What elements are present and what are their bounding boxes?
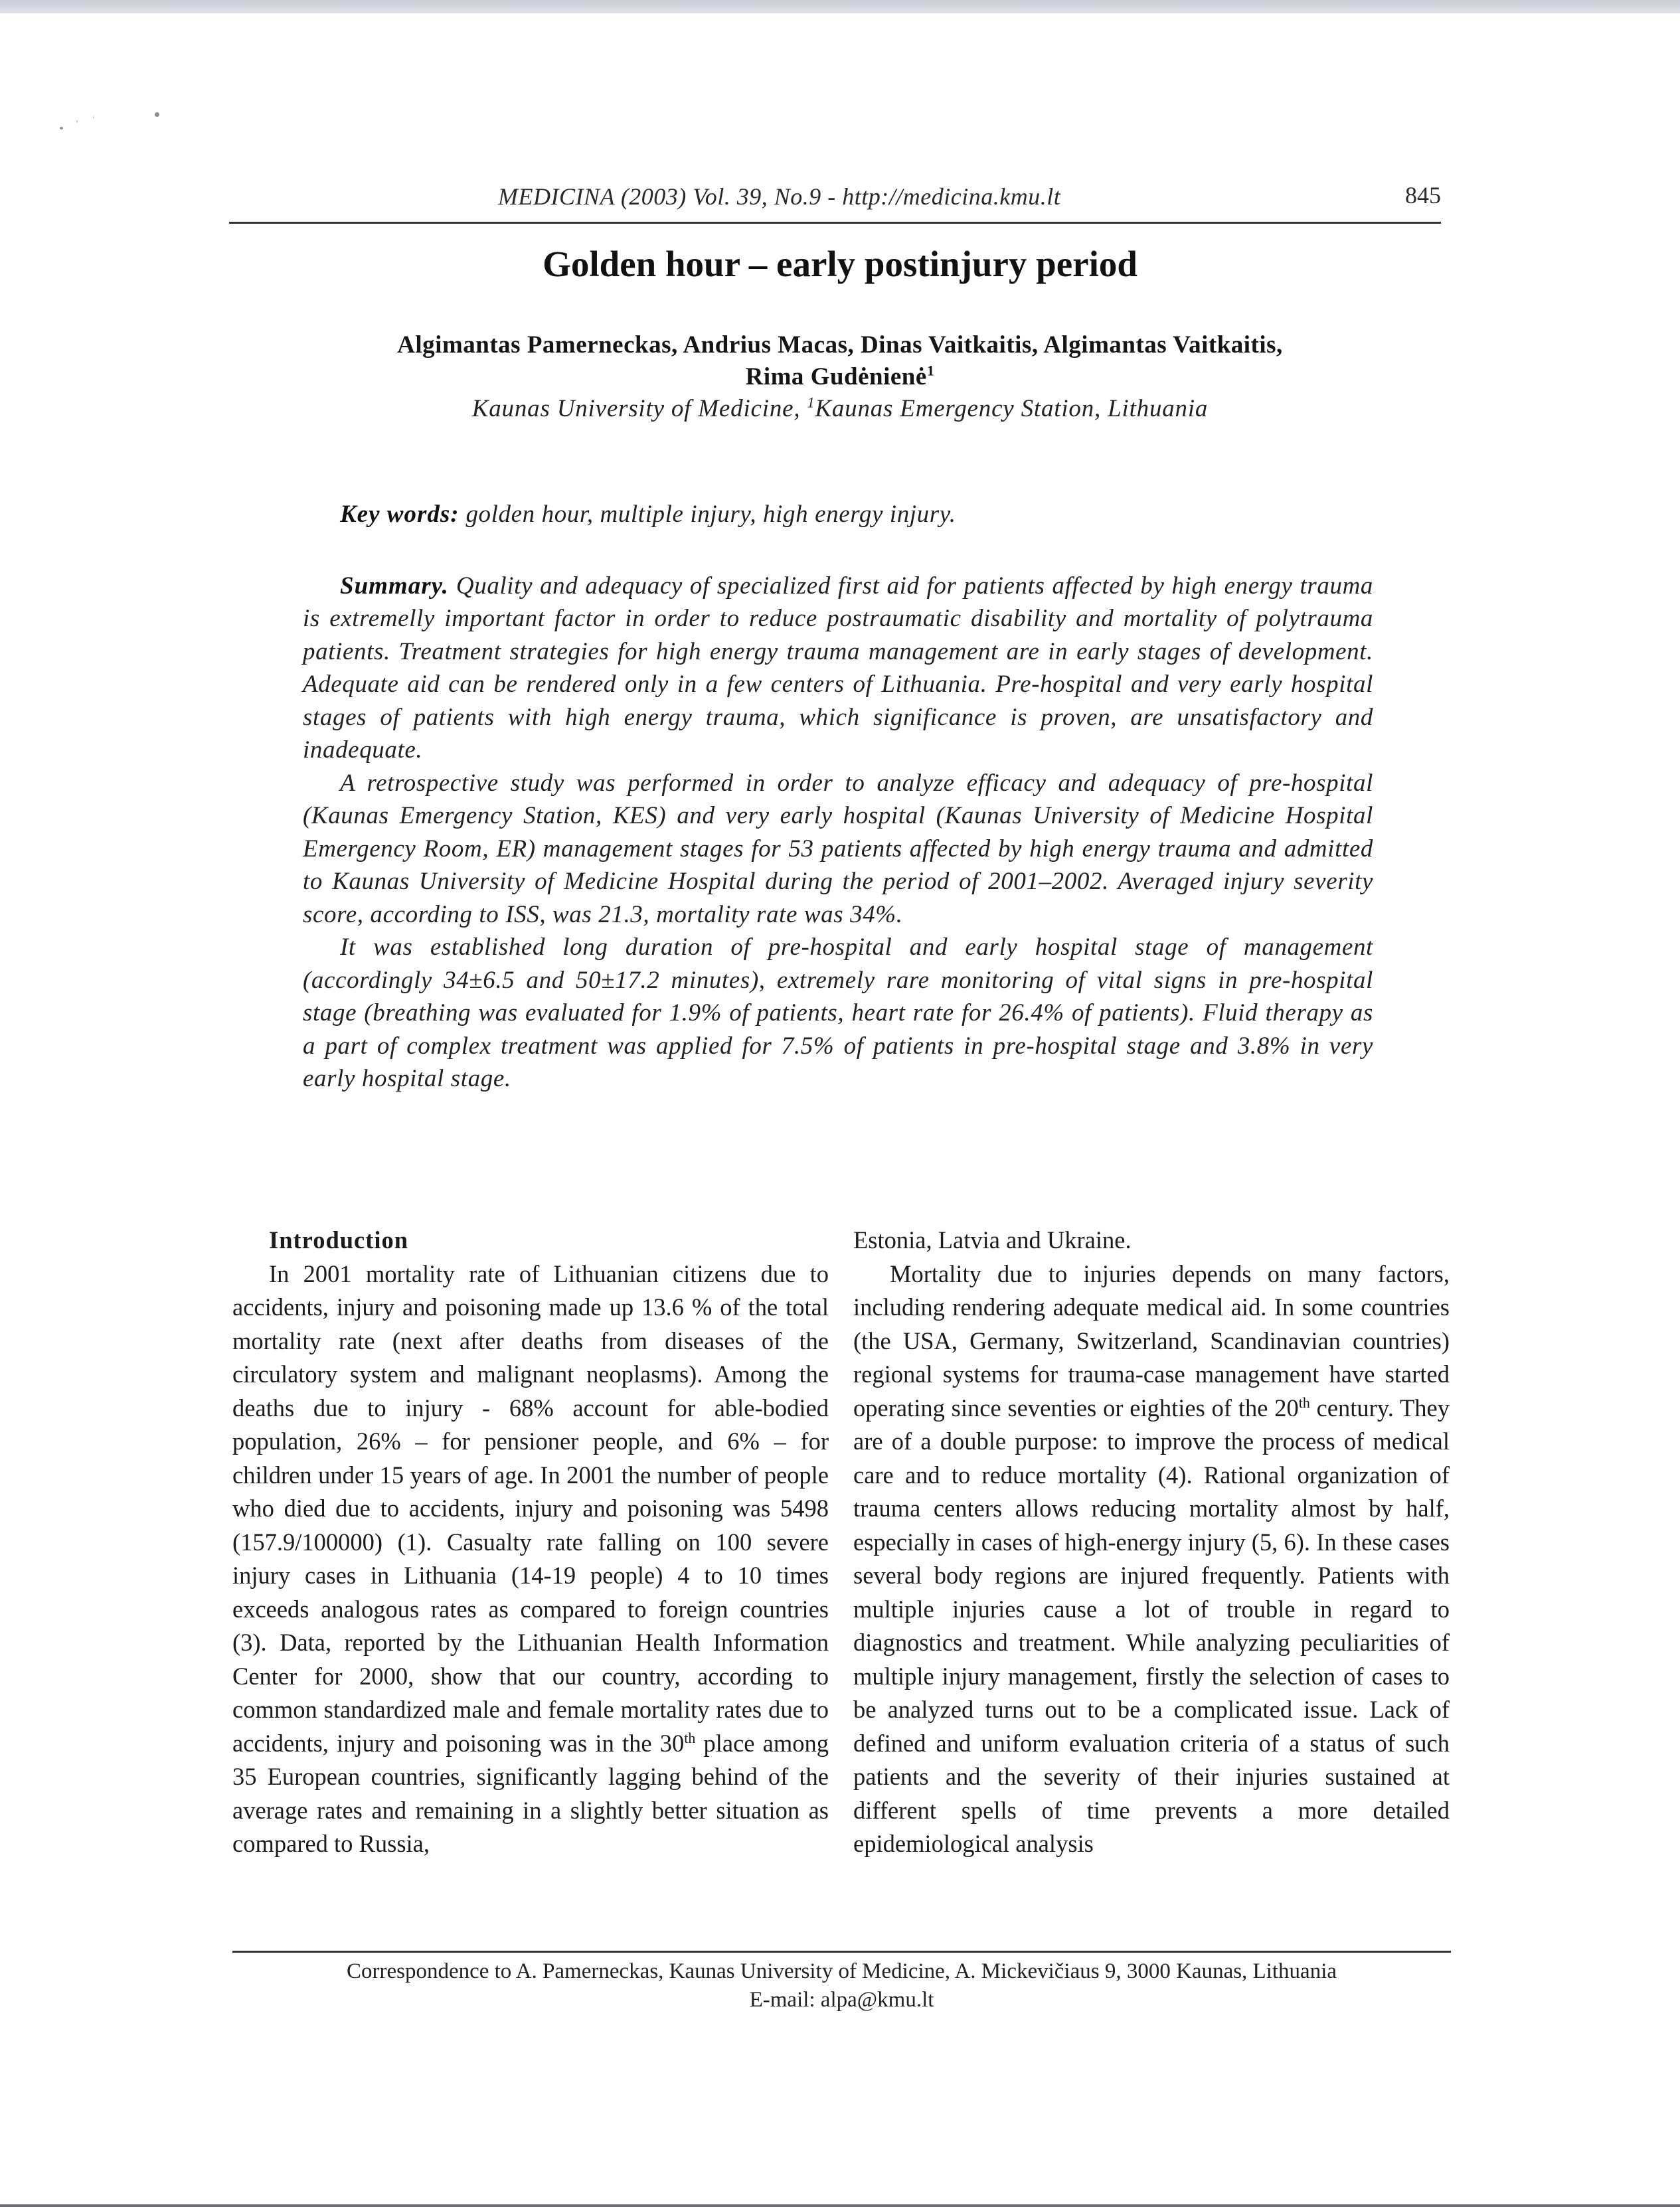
keywords-label: Key words: — [340, 501, 460, 528]
authors-line-2 — [266, 361, 1414, 393]
journal-citation: MEDICINA (2003) Vol. 39, No.9 - http://medicina.kmu.lt — [498, 183, 1061, 210]
summary-paragraph-2: A retrospective study was performed in order to analyze efficacy and adequacy of pre-hospital (Kaunas Emergency Station, KES) and very early hospital (Kaunas University of Medicine Hospital Emergency Room, ER) management stages for 53 patients affected by high energy trauma and admitted to Kaunas University of Medicine Hospital during the period of 2001–2002. Averaged injury severity score, according to ISS, was 21.3, mortality rate was 34%. — [303, 769, 1373, 928]
summary-text-1: Quality and adequacy of specialized first aid for patients affected by high energy trauma is extremelly important factor in order to reduce postraumatic disability and mortality of polytrauma patients. Treatment strategies for high energy trauma management are in early stages of development. Adequate aid can be rendered only in a few centers of Lithuania. Pre-hospital and very early hospital stages of patients with high energy trauma, which significance is proven, are unsatisfactory and inadequate. — [303, 572, 1373, 764]
summary-paragraph-1 — [303, 570, 1373, 767]
body-paragraph — [232, 1258, 829, 1861]
left-column — [232, 1224, 829, 1861]
abstract — [303, 498, 1373, 1096]
page-number: 845 — [1405, 182, 1441, 208]
affiliation-marker: 1 — [926, 362, 935, 379]
authors-line-1: Algimantas Pamerneckas, Andrius Macas, Dinas Vaitkaitis, Algimantas Vaitkaitis, — [397, 331, 1283, 359]
body-text: place among 35 European countries, significantly lagging behind of the average rates and remaining in a slightly better situation as compared to Russia, — [232, 1729, 829, 1857]
body-text: century. They are of a double purpose: to improve the process of medical care and to reduce mortality (4). Rational organization of trauma centers allows reducing mortality almost by half, especially in cases of high-energy injury (5, 6). In these cases several body regions are injured frequently. Patients with multiple injuries cause a lot of trouble in regard to diagnostics and treatment. While analyzing peculiarities of multiple injury management, firstly the selection of cases to be analyzed turns out to be a complicated issue. Lack of defined and uniform evaluation criteria of a status of such patients and the severity of their injuries sustained at different spells of time prevents a more detailed epidemiological analysis — [853, 1394, 1450, 1857]
correspondence-address: Correspondence to A. Pamerneckas, Kaunas University of Medicine, A. Mickevičiaus 9, 3000 Kaunas, Lithuania — [346, 1959, 1337, 1983]
body-paragraph-continued: Estonia, Latvia and Ukraine. — [853, 1226, 1132, 1254]
speck — [60, 127, 63, 129]
affiliation-1: Kaunas University of Medicine, — [471, 395, 807, 422]
email-address[interactable]: alpa@kmu.lt — [820, 1988, 934, 2012]
keywords-text: golden hour, multiple injury, high energy injury. — [465, 501, 956, 528]
correspondence-footnote — [232, 1957, 1451, 2014]
ordinal-suffix: th — [1298, 1394, 1310, 1411]
ordinal-suffix: th — [684, 1729, 696, 1746]
scan-top-edge — [0, 0, 1680, 13]
email-label: E-mail: — [749, 1988, 821, 2012]
speck — [155, 112, 159, 117]
summary-label: Summary. — [340, 572, 449, 600]
header-rule — [229, 222, 1441, 224]
running-head — [229, 183, 1441, 222]
body-paragraph — [853, 1258, 1450, 1861]
affiliation-2: Kaunas Emergency Station, Lithuania — [815, 395, 1209, 422]
speck — [76, 120, 78, 123]
summary-paragraph-3: It was established long duration of pre-hospital and early hospital stage of management (accordingly 34±6.5 and 50±17.2 minutes), extremely rare monitoring of vital signs in pre-hospital stage (breathing was evaluated for 1.9% of patients, heart rate for 26.4% of patients). Fluid therapy as a part of complex treatment was applied for 7.5% of patients in pre-hospital stage and 3.8% in very early hospital stage. — [303, 934, 1373, 1092]
article-title: Golden hour – early postinjury period — [543, 244, 1137, 284]
body-text: Mortality due to injuries depends on many factors, including rendering adequate medical aid. In some countries (the USA, Germany, Switzerland, Scandinavian countries) regional systems for trauma-case management have started operating since seventies or eighties of the 20 — [853, 1260, 1450, 1422]
speck — [93, 116, 94, 119]
right-column — [853, 1224, 1450, 1861]
affiliation-marker: 1 — [807, 394, 815, 411]
section-heading-introduction: Introduction — [269, 1226, 409, 1254]
author-list — [266, 329, 1414, 393]
keywords — [303, 498, 1373, 531]
scan-bottom-edge — [0, 2204, 1680, 2207]
correspondence-email-line — [232, 1986, 1451, 2014]
affiliations — [266, 394, 1414, 423]
author-name: Rima Gudėnienė — [745, 363, 927, 390]
body-text: In 2001 mortality rate of Lithuanian citizens due to accidents, injury and poisoning made up 13.6 % of the total mortality rate (next after deaths from diseases of the circulatory system and malignant neoplasms). Among the deaths due to injury - 68% account for able-bodied population, 26% – for pensioner people, and 6% – for children under 15 years of age. In 2001 the number of people who died due to accidents, injury and poisoning was 5498 (157.9/100000) (1). Casualty rate falling on 100 severe injury cases in Lithuania (14-19 people) 4 to 10 times exceeds analogous rates as compared to foreign countries (3). Data, reported by the Lithuanian Health Information Center for 2000, show that our country, according to common standardized male and female mortality rates due to accidents, injury and poisoning was in the 30 — [232, 1260, 829, 1757]
footnote-rule — [232, 1951, 1451, 1953]
scan-specks — [56, 103, 169, 136]
